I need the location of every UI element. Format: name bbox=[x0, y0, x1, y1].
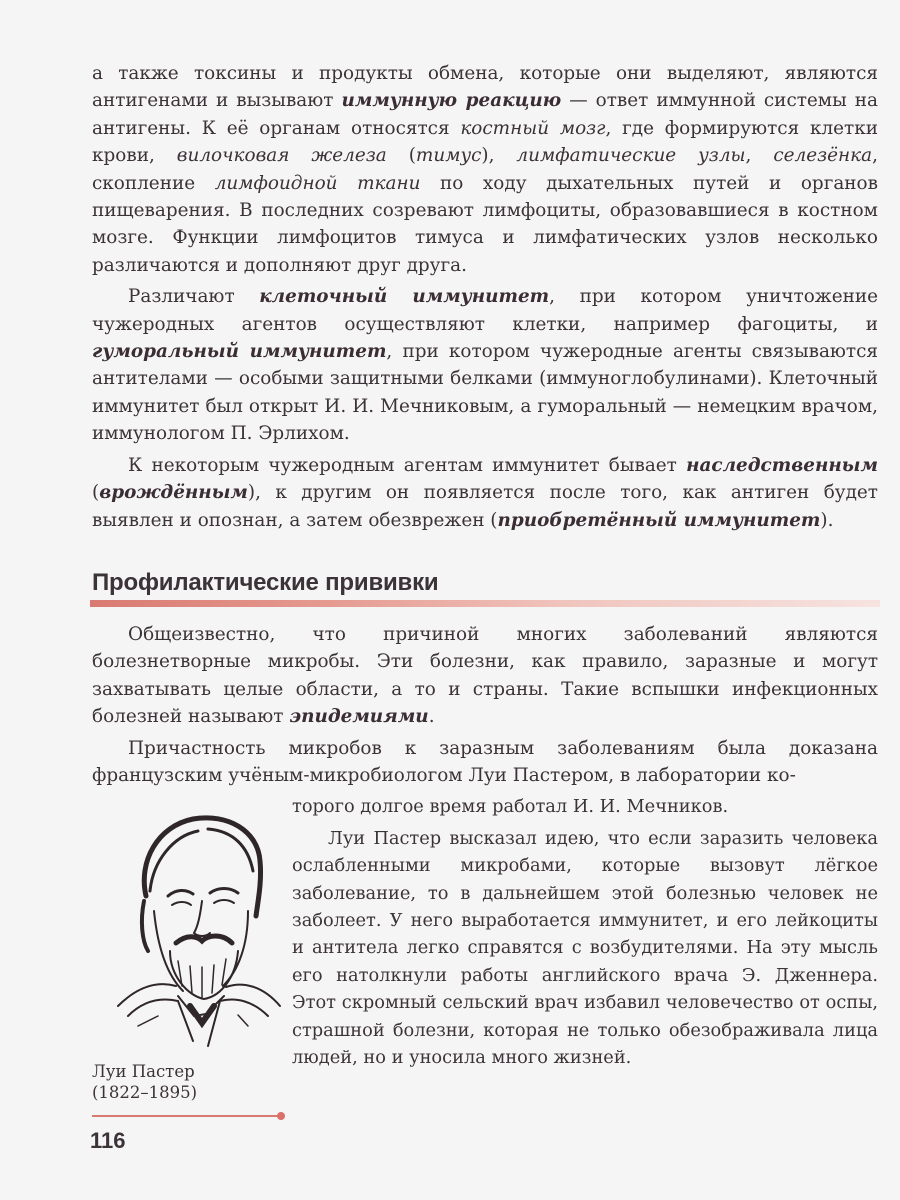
term-humoral-immunity: гуморальный иммунитет bbox=[92, 341, 387, 363]
side-text-column bbox=[292, 793, 878, 1071]
text: , где формируются клетки крови, bbox=[92, 117, 878, 167]
text: , при котором чужеродные агенты связываются антителами — особыми защитными белками (иммуноглобулинами). Клеточный иммунитет был открыт И. И. Мечниковым, а гуморальный — немецким врачом, иммунологом П. Эрлихом. bbox=[92, 341, 878, 445]
term-thymus-gland: вилочковая железа bbox=[176, 145, 387, 167]
term-spleen: селезёнка bbox=[773, 145, 873, 167]
paragraph-pasteur-tail: торого долгое время работал И. И. Мечников. bbox=[292, 796, 729, 818]
figure-block bbox=[92, 793, 878, 1103]
text: а также токсины и продукты обмена, которые они выделяют, являются антигенами и вызывают bbox=[92, 63, 878, 112]
page-number: 116 bbox=[90, 1128, 126, 1153]
figure-caption bbox=[92, 1061, 292, 1103]
term-hereditary: наследственным bbox=[686, 454, 878, 476]
section-heading bbox=[92, 568, 878, 607]
paragraph-immunity-types bbox=[92, 283, 878, 447]
paragraph-antigens bbox=[92, 60, 878, 279]
caption-rule bbox=[92, 1115, 280, 1117]
text: . bbox=[428, 706, 435, 728]
text: ), bbox=[481, 145, 517, 167]
caption-rule-dot bbox=[277, 1112, 285, 1120]
pasteur-portrait-icon bbox=[98, 801, 298, 1051]
term-cellular-immunity: клеточный иммунитет bbox=[259, 286, 550, 308]
text: Общеизвестно, что причиной многих заболеваний являются болезнетворные микробы. Эти болезни, как правило, заразные и могут захватывать целые области, а то и страны. Такие вспышки инфекционных болезней называют bbox=[92, 623, 878, 728]
term-lymph-nodes: лимфатические узлы bbox=[516, 145, 746, 167]
text: , при котором уничтожение чужеродных агентов осуществляют клетки, например фагоциты, и bbox=[92, 286, 879, 335]
text: , скопление bbox=[92, 145, 878, 194]
section-title: Профилактические прививки bbox=[92, 568, 439, 596]
text: ( bbox=[386, 145, 416, 167]
textbook-page bbox=[92, 60, 879, 1103]
term-epidemics: эпидемиями bbox=[289, 706, 429, 728]
text: ). bbox=[820, 509, 834, 531]
paragraph-pasteur-intro: Причастность микробов к заразным заболеваниям была доказана французским учёным-микробиологом Луи Пастером, в лаборатории ко- bbox=[92, 737, 878, 786]
term-lymphoid-tissue: лимфоидной ткани bbox=[214, 172, 421, 194]
caption-name: Луи Пастер bbox=[92, 1062, 195, 1082]
paragraph-epidemics bbox=[92, 621, 878, 731]
text: ), к другим он появляется после того, как антиген будет выявлен и опознан, а затем обезврежен ( bbox=[92, 482, 878, 531]
text: — ответ иммунной системы на антигены. К её органам относятся bbox=[92, 90, 878, 139]
figure-pasteur bbox=[92, 793, 292, 1117]
text: по ходу дыхательных путей и органов пищеварения. В последних созревают лимфоциты, образовавшиеся в костном мозге. Функции лимфоцитов тимуса и лимфатических узлов несколько различаются и дополняют друг друга. bbox=[92, 172, 878, 276]
term-thymus: тимус bbox=[415, 145, 482, 167]
term-immune-reaction: иммунную реакцию bbox=[341, 90, 562, 112]
term-bone-marrow: костный мозг bbox=[460, 117, 606, 139]
caption-years: (1822–1895) bbox=[92, 1083, 198, 1103]
text: ( bbox=[92, 482, 100, 504]
paragraph-pasteur-idea: Луи Пастер высказал идею, что если заразить человека ослабленными микробами, которые вызовут лёгкое заболевание, то в дальнейшем этой болезнью человек не заболеет. У него выработается иммунитет, и его лейкоциты и антитела легко справятся с возбудителями. На эту мысль его натолкнули работы английского врача Э. Дженнера. Этот скромный сельский врач избавил человечество от оспы, страшной болезни, которая не только обезображивала лица людей, но и уносила много жизней. bbox=[292, 827, 878, 1068]
term-innate: врождённым bbox=[99, 482, 248, 504]
text: К некоторым чужеродным агентам иммунитет бывает bbox=[128, 454, 687, 476]
heading-underline bbox=[90, 600, 880, 607]
text: Различают bbox=[128, 286, 260, 308]
term-acquired-immunity: приобретённый иммунитет bbox=[497, 509, 821, 531]
text: , bbox=[745, 145, 774, 167]
paragraph-innate-acquired bbox=[92, 452, 878, 534]
